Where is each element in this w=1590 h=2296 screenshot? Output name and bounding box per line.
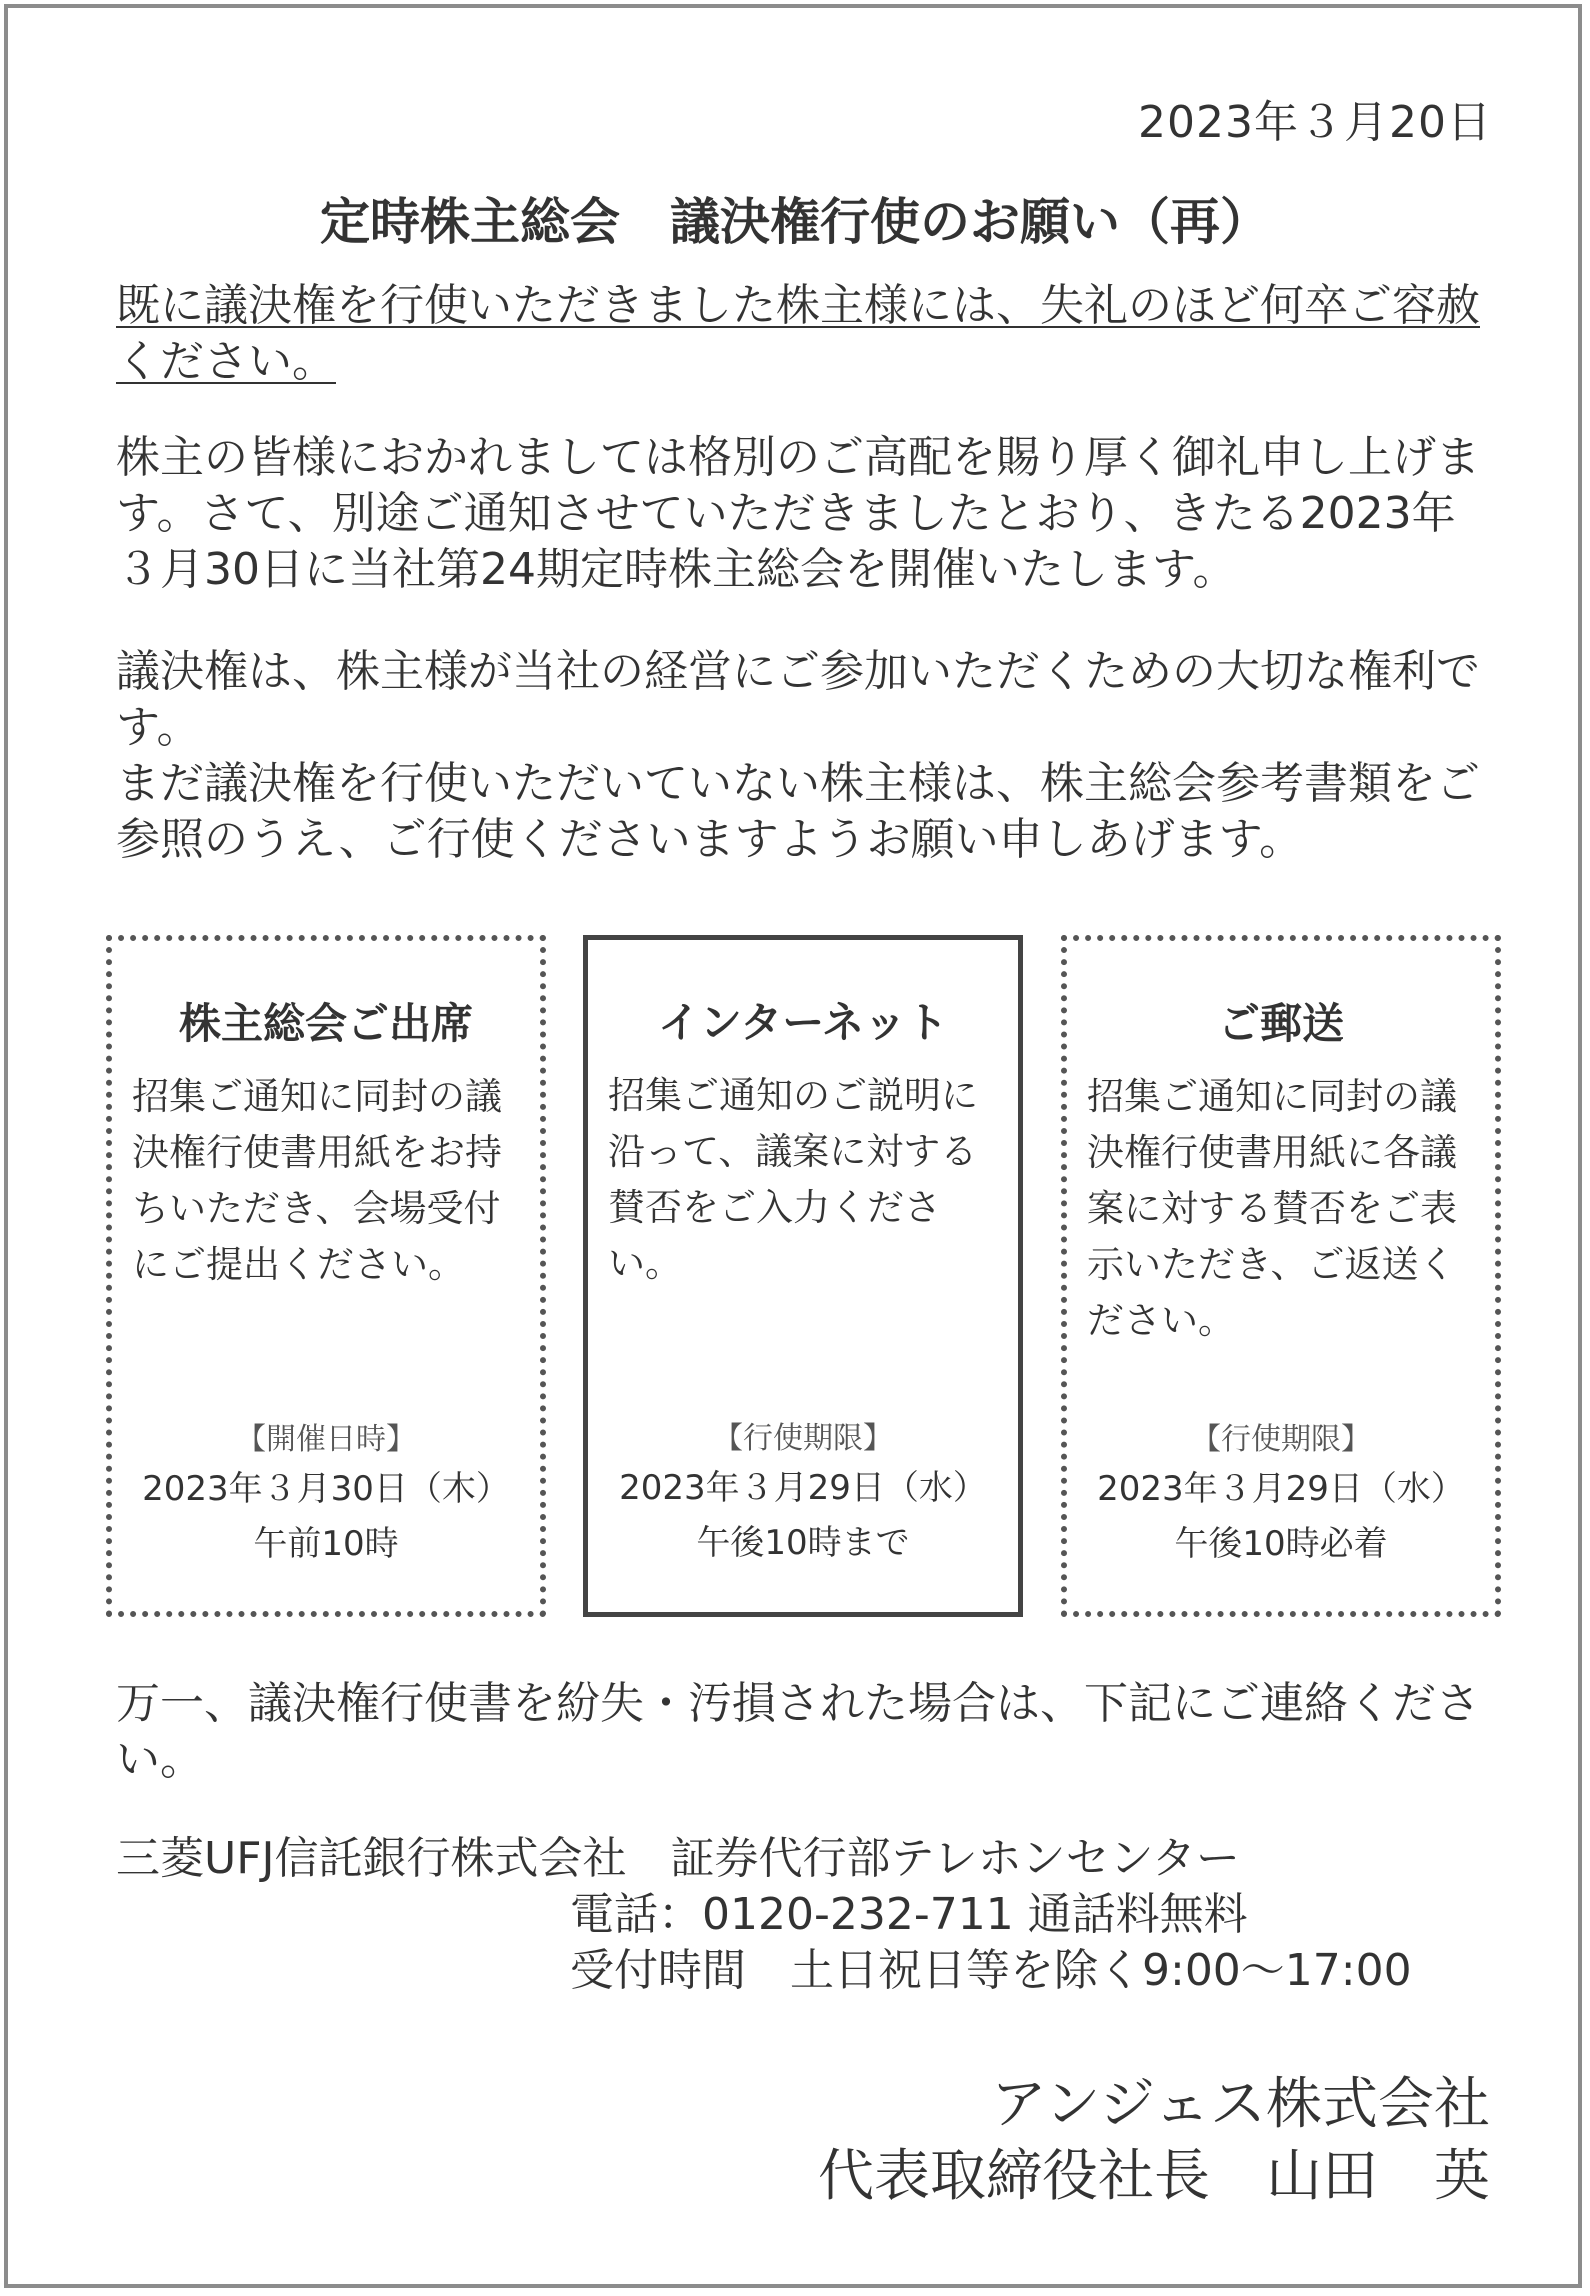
contact-phone: 電話：0120-232-711 通話料無料: [570, 1889, 1248, 1940]
method-date: 2023年３月29日（水）: [1097, 1469, 1465, 1509]
lost-form-text: 万一、議決権行使書を紛失・汚損された場合は、下記にご連絡ください。: [116, 1678, 1480, 1785]
company-name: アンジェス株式会社: [990, 2072, 1490, 2137]
method-date: 2023年３月30日（木）: [142, 1469, 510, 1509]
method-description: 招集ご通知に同封の議決権行使書用紙に各議案に対する賛否をご表示いただき、ご返送ください。: [1087, 1075, 1457, 1342]
contact-hours: 受付時間 土日祝日等を除く9:00～17:00: [570, 1945, 1412, 1996]
apology-notice: [116, 278, 1496, 390]
method-label: 【行使期限】: [1191, 1422, 1371, 1457]
greeting-text: 株主の皆様におかれましては格別のご高配を賜り厚く御礼申し上げます。さて、別途ご通知させていただきましたとおり、きたる2023年３月30日に当社第24期定時株主総会を開催いたします。: [116, 432, 1480, 595]
representative-name: 代表取締役社長 山田 英: [818, 2144, 1490, 2209]
document-title: 定時株主総会 議決権行使のお願い（再）: [320, 193, 1270, 251]
contact-organization: 三菱UFJ信託銀行株式会社 証券代行部テレホンセンター: [116, 1833, 1240, 1884]
method-description: 招集ご通知のご説明に沿って、議案に対する賛否をご入力ください。: [608, 1074, 978, 1285]
voting-rights-paragraph: [116, 644, 1496, 868]
method-date: 2023年３月29日（水）: [619, 1468, 987, 1508]
lost-form-notice: [116, 1676, 1496, 1788]
method-box-mail: [1061, 935, 1501, 1617]
method-title: インターネット: [657, 998, 949, 1047]
method-label: 【開催日時】: [236, 1422, 416, 1457]
greeting-paragraph: [116, 430, 1496, 598]
apology-text: 既に議決権を行使いただきました株主様には、失礼のほど何卒ご容赦ください。: [116, 280, 1480, 387]
method-title: ご郵送: [1217, 999, 1344, 1048]
voting-rights-text: 議決権は、株主様が当社の経営にご参加いただくための大切な権利です。: [116, 646, 1480, 753]
method-title: 株主総会ご出席: [178, 999, 473, 1048]
method-label: 【行使期限】: [713, 1421, 893, 1456]
method-time: 午前10時: [253, 1524, 399, 1564]
voting-request-text: まだ議決権を行使いただいていない株主様は、株主総会参考書類をご参照のうえ、ご行使くださいますようお願い申しあげます。: [116, 758, 1480, 865]
method-description: 招集ご通知に同封の議決権行使書用紙をお持ちいただき、会場受付にご提出ください。: [132, 1075, 502, 1286]
method-time: 午後10時まで: [696, 1523, 910, 1563]
method-box-attendance: [106, 935, 546, 1617]
method-box-internet: [583, 935, 1023, 1617]
document-date: 2023年３月20日: [1138, 97, 1492, 148]
method-time: 午後10時必着: [1174, 1524, 1388, 1564]
